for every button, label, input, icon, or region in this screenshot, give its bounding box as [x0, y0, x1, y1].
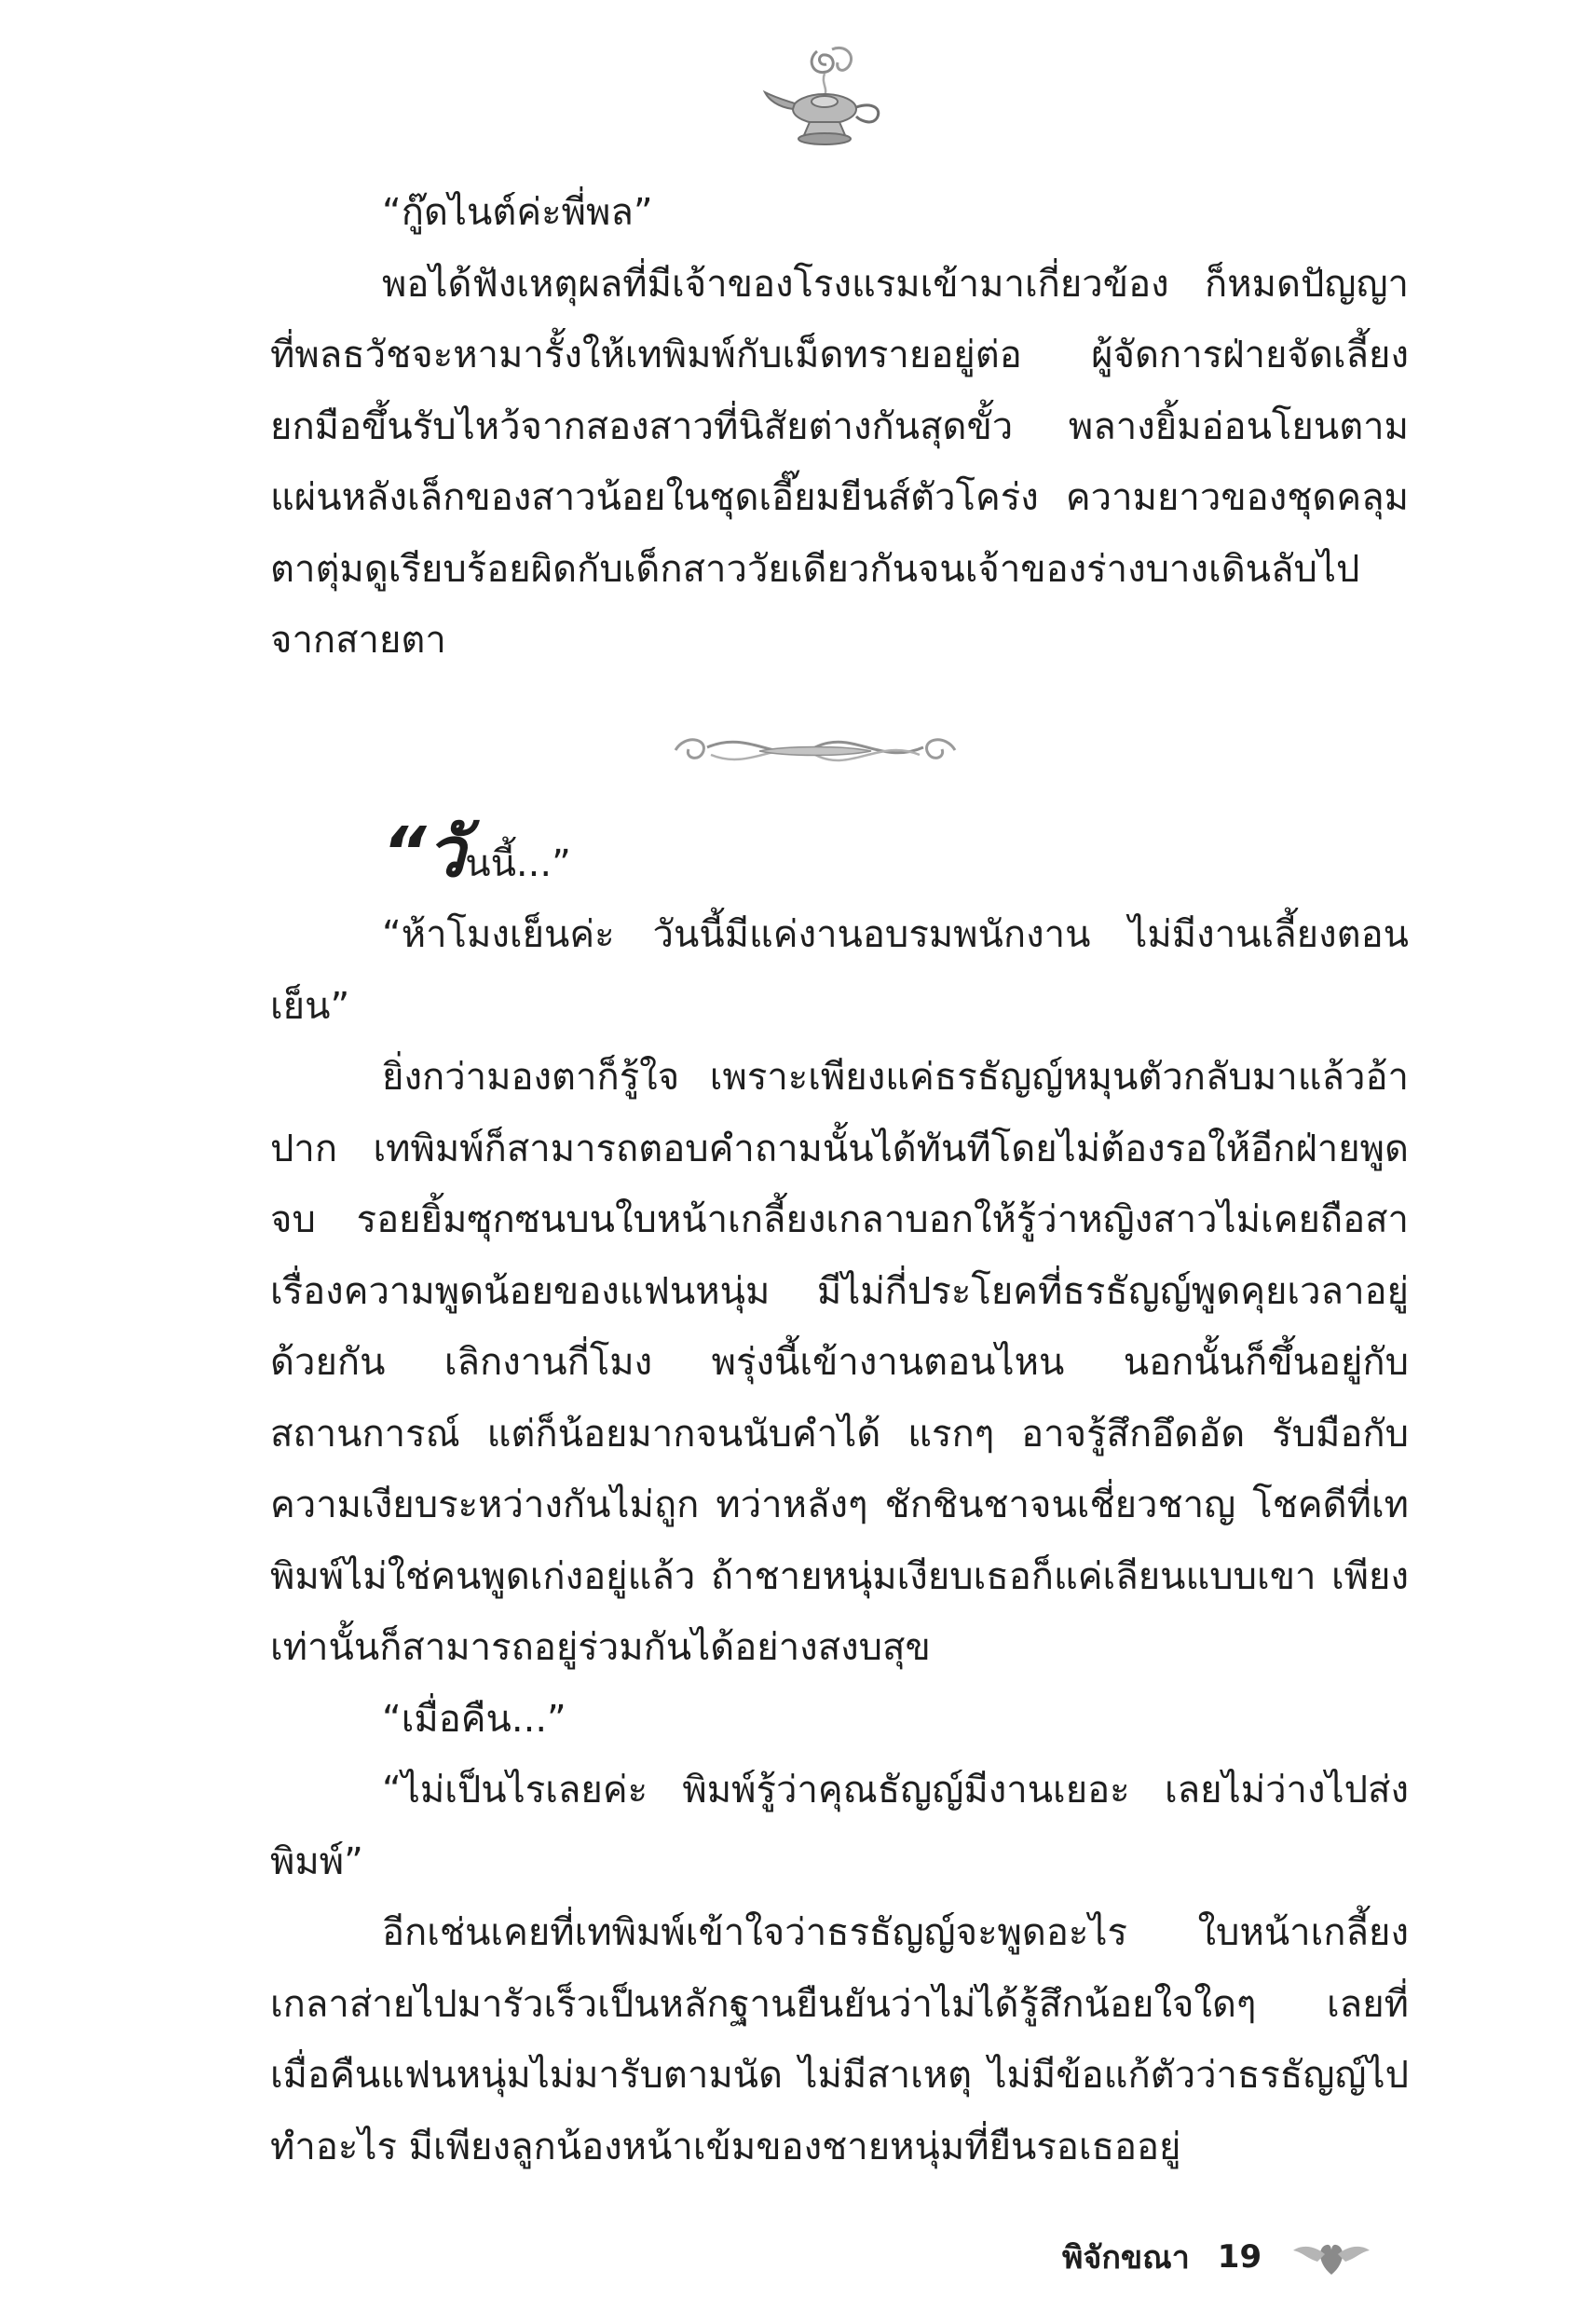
dialogue-goodnight: “กู๊ดไนต์ค่ะพี่พล” [382, 191, 653, 234]
winged-heart-icon [1289, 2234, 1373, 2280]
dropcap-letter: วั [426, 813, 466, 893]
passage-top [270, 177, 1409, 677]
page-number: 19 [1217, 2238, 1262, 2276]
scroll-divider-icon [666, 718, 964, 783]
narration-paragraph-3: อีกเช่นเคยที่เทพิมพ์เข้าใจว่าธรธัญญ์จะพูดอะไร ใบหน้าเกลี้ยงเกลาส่ายไปมารัวเร็วเป็นหลักฐานยืนยันว่าไม่ได้รู้สึกน้อยใจใดๆ เลยที่เมื่อคืนแฟนหนุ่มไม่มารับตามนัด ไม่มีสาเหตุ ไม่มีข้อแก้ตัวว่าธรธัญญ์ไปทำอะไร มีเพียงลูกน้องหน้าเข้มของชายหนุ่มที่ยืนรอเธออยู่ [270, 1911, 1409, 2168]
book-title: พิจักขณา [1062, 2239, 1190, 2277]
page-footer [1062, 2229, 1373, 2285]
dialogue-five-pm: “ห้าโมงเย็นค่ะ วันนี้มีแค่งานอบรมพนักงาน ไม่มีงานเลี้ยงตอนเย็น” [270, 913, 1409, 1028]
passage-bottom [270, 806, 1409, 2182]
dropcap-line [270, 806, 1409, 899]
narration-paragraph: พอได้ฟังเหตุผลที่มีเจ้าของโรงแรมเข้ามาเกี่ยวข้อง ก็หมดปัญญาที่พลธวัชจะหามารั้งให้เทพิมพ์กับเม็ดทรายอยู่ต่อ ผู้จัดการฝ่ายจัดเลี้ยงยกมือขึ้นรับไหว้จากสองสาวที่นิสัยต่างกันสุดขั้ว พลางยิ้มอ่อนโยนตามแผ่นหลังเล็กของสาวน้อยในชุดเอี๊ยมยีนส์ตัวโคร่ง ความยาวของชุดคลุมตาตุ่มดูเรียบร้อยผิดกับเด็กสาววัยเดียวกันจนเจ้าของร่างบางเดินลับไปจากสายตา [270, 262, 1409, 662]
dropcap-rest: นนี้...” [465, 842, 571, 885]
dialogue-no-problem: “ไม่เป็นไรเลยค่ะ พิมพ์รู้ว่าคุณธัญญ์มีงานเยอะ เลยไม่ว่างไปส่งพิมพ์” [270, 1769, 1409, 1883]
lamp-ornament-icon [759, 42, 890, 158]
dialogue-last-night: “เมื่อคืน...” [382, 1697, 566, 1741]
narration-paragraph-2: ยิ่งกว่ามองตาก็รู้ใจ เพราะเพียงแค่ธรธัญญ์หมุนตัวกลับมาแล้วอ้าปาก เทพิมพ์ก็สามารถตอบคำถามนั้นได้ทันทีโดยไม่ต้องรอให้อีกฝ่ายพูดจบ รอยยิ้มซุกซนบนใบหน้าเกลี้ยงเกลาบอกให้รู้ว่าหญิงสาวไม่เคยถือสาเรื่องความพูดน้อยของแฟนหนุ่ม มีไม่กี่ประโยคที่ธรธัญญ์พูดคุยเวลาอยู่ด้วยกัน เลิกงานกี่โมง พรุ่งนี้เข้างานตอนไหน นอกนั้นก็ขึ้นอยู่กับสถานการณ์ แต่ก็น้อยมากจนนับคำได้ แรกๆ อาจรู้สึกอึดอัด รับมือกับความเงียบระหว่างกันไม่ถูก ทว่าหลังๆ ชักชินชาจนเชี่ยวชาญ โชคดีที่เทพิมพ์ไม่ใช่คนพูดเก่งอยู่แล้ว ถ้าชายหนุ่มเงียบเธอก็แค่เลียนแบบเขา เพียงเท่านั้นก็สามารถอยู่ร่วมกันได้อย่างสงบสุข [270, 1056, 1409, 1669]
dropcap-quote: “ [382, 813, 427, 893]
